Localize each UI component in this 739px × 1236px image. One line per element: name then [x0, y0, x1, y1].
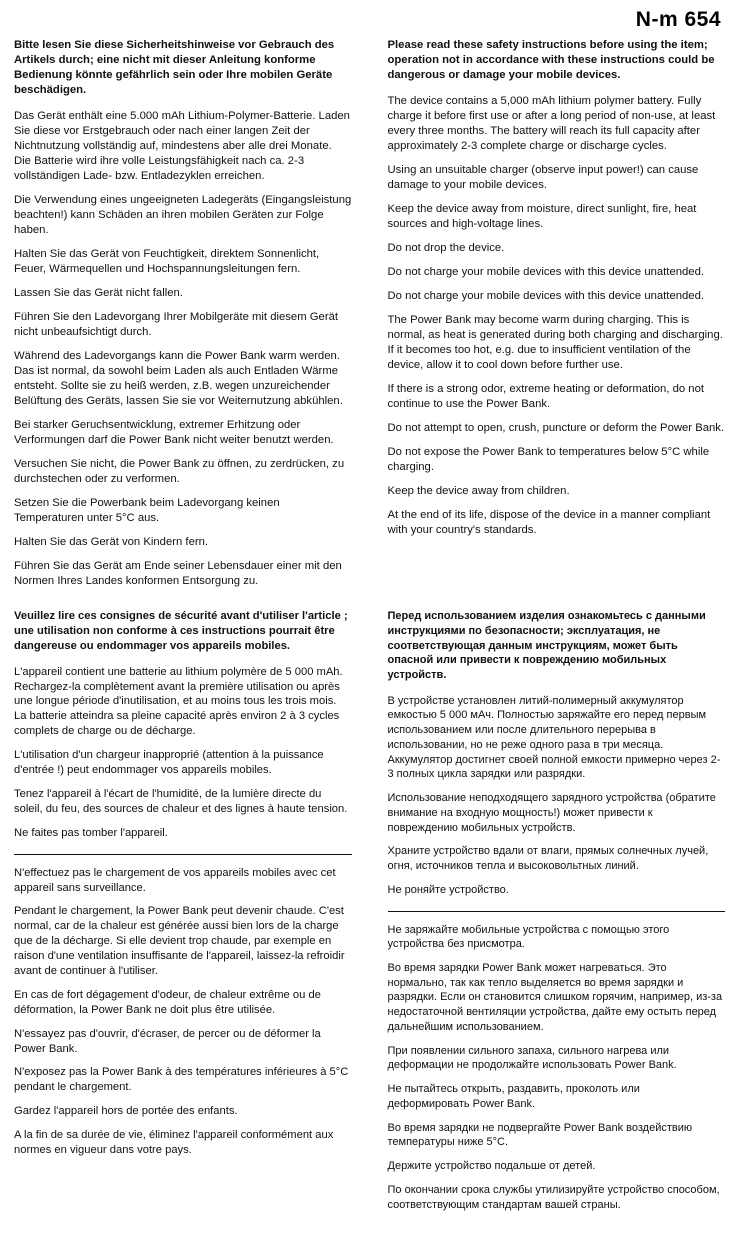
- french-paragraph: Ne faites pas tomber l'appareil.: [14, 826, 168, 839]
- english-paragraph: Do not drop the device.: [387, 241, 505, 254]
- german-paragraph: Führen Sie das Gerät am Ende seiner Lebensdauer einer mit den Normen Ihres Landes konformen Entsorgung zu.: [14, 560, 342, 588]
- english-paragraph: Using an unsuitable charger (observe input power!) can cause damage to your mobile devices.: [387, 163, 699, 191]
- russian-paragraph: По окончании срока службы утилизируйте устройство способом, соответствующим стандартам вашей страны.: [387, 1183, 720, 1211]
- french-paragraph: Pendant le chargement, la Power Bank peut devenir chaude. C'est normal, car de la chaleur est générée aussi bien lors de la charge que de la décharge. Si elle devient trop chaude, par exemple en raison d'une ventilation insuffisante de l'appareil, laissez-la refroidir avant de continuer à l'utiliser.: [14, 905, 345, 977]
- english-section: [370, 38, 726, 552]
- english-paragraph: Do not charge your mobile devices with this device unattended.: [387, 289, 704, 302]
- russian-paragraph: Не роняйте устройство.: [387, 883, 509, 896]
- french-paragraph: Gardez l'appareil hors de portée des enfants.: [14, 1105, 238, 1118]
- german-lead: Bitte lesen Sie diese Sicherheitshinweise vor Gebrauch des Artikels durch; eine nicht mit dieser Anleitung konforme Bedienung könnte gefährlich sein oder Ihre mobilen Geräte beschädigen.: [14, 39, 335, 96]
- english-paragraph: If there is a strong odor, extreme heating or deformation, do not continue to use the Power Bank.: [387, 382, 704, 410]
- french-paragraph: N'effectuez pas le chargement de vos appareils mobiles avec cet appareil sans surveillance.: [14, 866, 336, 894]
- german-paragraph: Die Verwendung eines ungeeigneten Ladegeräts (Eingangsleistung beachten!) kann Schäden an ihren mobilen Geräten zur Folge haben.: [14, 193, 352, 236]
- french-divider: [14, 854, 352, 855]
- russian-paragraph: Держите устройство подальше от детей.: [387, 1160, 596, 1173]
- russian-paragraph: При появлении сильного запаха, сильного нагрева или деформации не продолжайте использовать Power Bank.: [387, 1044, 677, 1072]
- upper-columns: [14, 38, 725, 603]
- german-paragraph: Führen Sie den Ladevorgang Ihrer Mobilgeräte mit diesem Gerät nicht unbeaufsichtigt durch.: [14, 310, 339, 338]
- english-paragraph: Keep the device away from children.: [387, 485, 570, 498]
- german-paragraph: Während des Ladevorgangs kann die Power Bank warm werden. Das ist normal, da sowohl beim Laden als auch Entladen Wärme entsteht. Sollte sie zu heiß werden, z.B. wegen unzureichender Belüftung des Geräts, lassen Sie sie vor Weiternutzung abkühlen.: [14, 349, 343, 407]
- french-paragraph: L'appareil contient une batterie au lithium polymère de 5 000 mAh. Rechargez-la complètement avant la première utilisation ou après une longue période d'inutilisation, et au moins tous les trois mois. La batterie atteindra sa pleine capacité après environ 2 à 3 cycles complets de charge ou de décharge.: [14, 665, 343, 738]
- lower-columns: [14, 609, 725, 1226]
- russian-paragraph: Во время зарядки Power Bank может нагреваться. Это нормально, так как тепло выделяется во время зарядки и разрядки. Если он становится слишком горячим, например, из-за недостаточной вентиляции устройства, дайте ему остыть перед дальнейшим использованием.: [387, 961, 723, 1033]
- english-paragraph: Keep the device away from moisture, direct sunlight, fire, heat sources and high-voltage lines.: [387, 202, 697, 230]
- german-paragraph: Bei starker Geruchsentwicklung, extremer Erhitzung oder Verformungen darf die Power Bank nicht weiter benutzt werden.: [14, 418, 334, 446]
- french-paragraph: Tenez l'appareil à l'écart de l'humidité, de la lumière directe du soleil, du feu, des sources de chaleur et des lignes à haute tension.: [14, 787, 348, 815]
- russian-section: [370, 609, 726, 1226]
- german-paragraph: Das Gerät enthält eine 5.000 mAh Lithium-Polymer-Batterie. Laden Sie diese vor Erstgebrauch oder nach einer langen Zeit der Nichtnutzung vollständig auf, mindestens aber alle drei Monate. Die Batterie wird ihre volle Leistungsfähigkeit nach ca. 2-3 vollständigen Lade- bzw. Entladezyklen erreichen.: [14, 109, 350, 182]
- french-paragraph: En cas de fort dégagement d'odeur, de chaleur extrême ou de déformation, la Power Bank ne doit plus être utilisée.: [14, 988, 321, 1016]
- russian-paragraph: Не заряжайте мобильные устройства с помощью этого устройства без присмотра.: [387, 923, 670, 951]
- russian-divider: [388, 911, 726, 912]
- german-paragraph: Halten Sie das Gerät von Kindern fern.: [14, 535, 209, 548]
- russian-lead: Перед использованием изделия ознакомьтесь с данными инструкциями по безопасности; эксплуатация, не соответствующая данным инструкциям, может быть опасной или привести к повреждению мобильных устройств.: [387, 610, 706, 681]
- french-paragraph: L'utilisation d'un chargeur inapproprié (attention à la puissance d'entrée !) peut endommager vos appareils mobiles.: [14, 749, 324, 777]
- german-paragraph: Setzen Sie die Powerbank beim Ladevorgang keinen Temperaturen unter 5°C aus.: [14, 496, 280, 524]
- russian-paragraph: В устройстве установлен литий-полимерный аккумулятор емкостью 5 000 мАч. Полностью заряжайте его перед первым использованием или после длительного перерыва в использовании, но не реже одного раза в три месяца. Аккумулятор достигнет своей полной емкости примерно через 2-3 полных цикла зарядки или разрядки.: [387, 694, 721, 781]
- russian-paragraph: Во время зарядки не подвергайте Power Bank воздействию температуры ниже 5°C.: [387, 1121, 693, 1149]
- english-paragraph: Do not charge your mobile devices with this device unattended.: [387, 265, 704, 278]
- french-paragraph: N'exposez pas la Power Bank à des températures inférieures à 5°C pendant le chargement.: [14, 1066, 349, 1094]
- english-paragraph: The device contains a 5,000 mAh lithium polymer battery. Fully charge it before first use or after a long period of non-use, at least every three months. The battery will reach its full capacity after approximately 2-3 complete charge or discharge cycles.: [387, 94, 716, 152]
- model-number: N-m 654: [635, 8, 721, 31]
- german-paragraph: Versuchen Sie nicht, die Power Bank zu öffnen, zu zerdrücken, zu durchstechen oder zu verformen.: [14, 457, 345, 485]
- english-lead: Please read these safety instructions before using the item; operation not in accordance with these instructions could be dangerous or damage your mobile devices.: [387, 39, 715, 81]
- english-paragraph: Do not expose the Power Bank to temperatures below 5°C while charging.: [387, 446, 710, 474]
- german-paragraph: Halten Sie das Gerät von Feuchtigkeit, direktem Sonnenlicht, Feuer, Wärmequellen und Hochspannungsleitungen fern.: [14, 247, 320, 275]
- english-paragraph: The Power Bank may become warm during charging. This is normal, as heat is generated during both charging and discharging. If it becomes too hot, e.g. due to insufficient ventilation of the device, allow it to cool down before further use.: [387, 313, 723, 371]
- german-section: [14, 38, 370, 603]
- french-paragraph: N'essayez pas d'ouvrir, d'écraser, de percer ou de déformer la Power Bank.: [14, 1027, 321, 1055]
- russian-paragraph: Храните устройство вдали от влаги, прямых солнечных лучей, огня, источников тепла и высоковольтных линий.: [387, 845, 709, 873]
- french-section: [14, 609, 370, 1172]
- english-paragraph: Do not attempt to open, crush, puncture or deform the Power Bank.: [387, 421, 725, 434]
- english-paragraph: At the end of its life, dispose of the device in a manner compliant with your country's standards.: [387, 509, 711, 537]
- russian-paragraph: Использование неподходящего зарядного устройства (обратите внимание на входную мощность!) может привести к повреждению мобильных устройств.: [387, 792, 716, 834]
- french-paragraph: A la fin de sa durée de vie, éliminez l'appareil conformément aux normes en vigueur dans votre pays.: [14, 1129, 334, 1156]
- french-lead: Veuillez lire ces consignes de sécurité avant d'utiliser l'article ; une utilisation non conforme à ces instructions pourrait être dangereuse ou endommager vos appareils mobiles.: [14, 610, 348, 652]
- russian-paragraph: Не пытайтесь открыть, раздавить, проколоть или деформировать Power Bank.: [387, 1083, 640, 1110]
- german-paragraph: Lassen Sie das Gerät nicht fallen.: [14, 286, 183, 299]
